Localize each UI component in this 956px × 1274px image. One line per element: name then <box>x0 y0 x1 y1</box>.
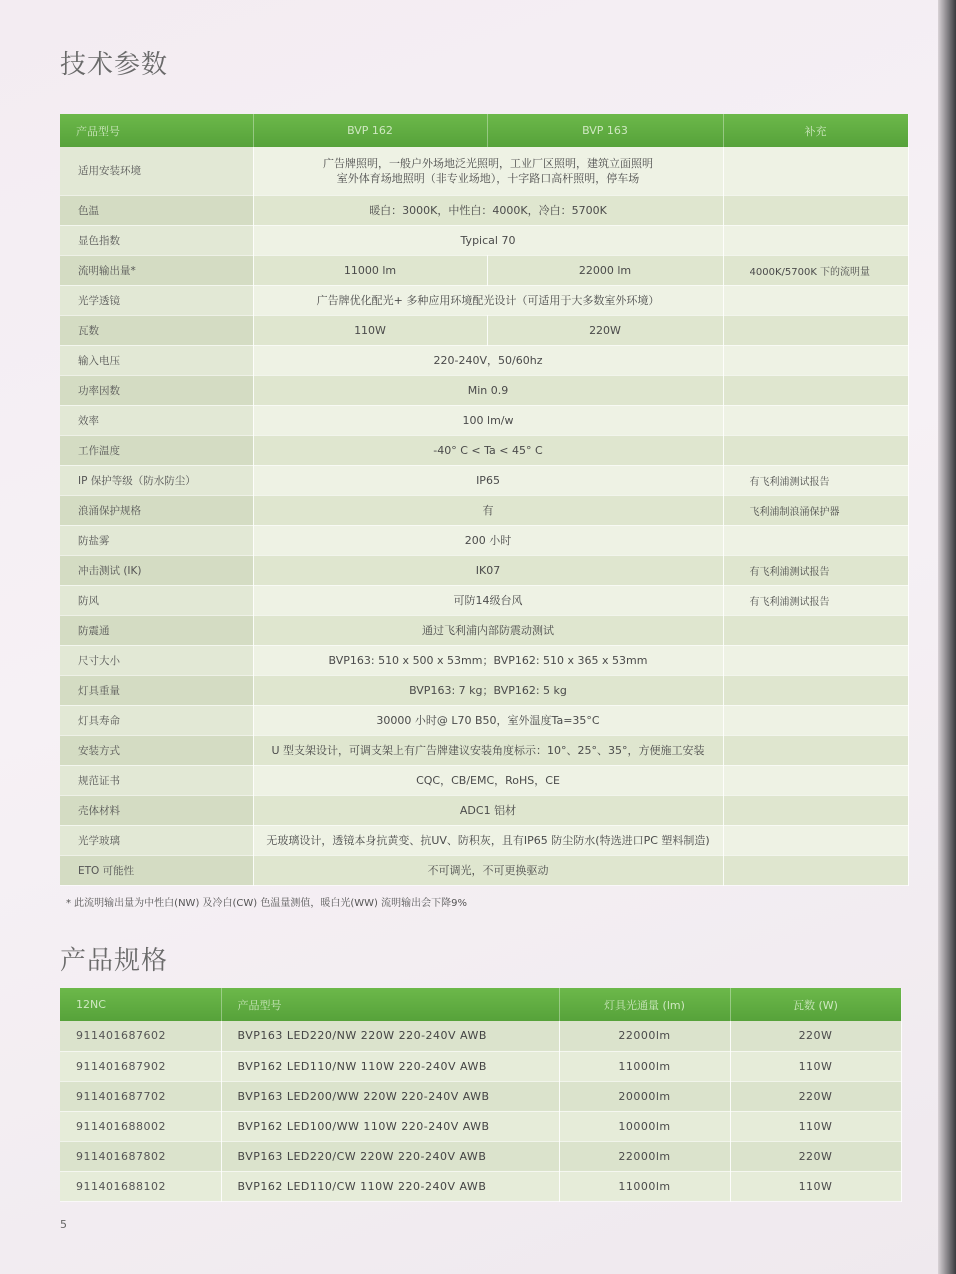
spec-row <box>60 765 908 795</box>
spec-row-value: 100 lm/w <box>253 405 723 435</box>
product-watt: 110W <box>730 1051 901 1081</box>
page-edge-shadow <box>938 0 956 1274</box>
spec-row-note <box>723 435 908 465</box>
spec-row-note <box>723 525 908 555</box>
spec-row-note <box>723 195 908 225</box>
spec-row-label: 效率 <box>60 405 253 435</box>
page-number: 5 <box>60 1218 67 1231</box>
spec-row <box>60 795 908 825</box>
product-row <box>60 1021 901 1051</box>
spec-row-note <box>723 375 908 405</box>
spec-row-value: Min 0.9 <box>253 375 723 405</box>
product-12nc: 911401687902 <box>60 1051 221 1081</box>
product-lumen: 22000lm <box>559 1141 730 1171</box>
spec-row-value-bvp162: 11000 lm <box>253 255 487 285</box>
spec-row-note <box>723 315 908 345</box>
spec-row-label: 防盐雾 <box>60 525 253 555</box>
product-header-12nc: 12NC <box>60 988 221 1021</box>
spec-row <box>60 495 908 525</box>
spec-row <box>60 645 908 675</box>
product-model: BVP163 LED220/NW 220W 220-240V AWB <box>221 1021 559 1051</box>
spec-row-label: ETO 可能性 <box>60 855 253 885</box>
spec-row-label: 色温 <box>60 195 253 225</box>
spec-row <box>60 405 908 435</box>
spec-header-note: 补充 <box>723 114 908 147</box>
spec-row <box>60 255 908 285</box>
spec-header-row <box>60 114 908 147</box>
spec-header-bvp162: BVP 162 <box>253 114 487 147</box>
spec-row-label: 规范证书 <box>60 765 253 795</box>
spec-row-label: 工作温度 <box>60 435 253 465</box>
spec-row-note <box>723 795 908 825</box>
spec-row-value: 200 小时 <box>253 525 723 555</box>
product-row <box>60 1051 901 1081</box>
spec-row-value: IP65 <box>253 465 723 495</box>
spec-row <box>60 195 908 225</box>
spec-row-value: 通过飞利浦内部防震动测试 <box>253 615 723 645</box>
product-lumen: 20000lm <box>559 1081 730 1111</box>
spec-section-title: 技术参数 <box>60 50 169 80</box>
spec-row-label: 冲击测试 (IK) <box>60 555 253 585</box>
spec-row <box>60 825 908 855</box>
spec-row-value: CQC，CB/EMC，RoHS，CE <box>253 765 723 795</box>
spec-row-value: ADC1 铝材 <box>253 795 723 825</box>
spec-header-bvp163: BVP 163 <box>487 114 723 147</box>
spec-row-note <box>723 345 908 375</box>
product-12nc: 911401688002 <box>60 1111 221 1141</box>
product-watt: 220W <box>730 1081 901 1111</box>
product-table <box>60 988 902 1202</box>
spec-table <box>60 114 909 886</box>
spec-row-label: 浪涌保护规格 <box>60 495 253 525</box>
spec-row-value: 广告牌照明，一般户外场地泛光照明，工业厂区照明，建筑立面照明 室外体育场地照明（非专业场地），十字路口高杆照明，停车场 <box>253 147 723 195</box>
product-12nc: 911401687602 <box>60 1021 221 1051</box>
product-row <box>60 1141 901 1171</box>
spec-row-label: 输入电压 <box>60 345 253 375</box>
spec-row-note <box>723 855 908 885</box>
spec-row <box>60 315 908 345</box>
spec-row-value: 30000 小时@ L70 B50，室外温度Ta=35°C <box>253 705 723 735</box>
product-model: BVP163 LED220/CW 220W 220-240V AWB <box>221 1141 559 1171</box>
spec-row-label: 安装方式 <box>60 735 253 765</box>
spec-row-value-bvp163: 22000 lm <box>487 255 723 285</box>
spec-row-note <box>723 705 908 735</box>
spec-row-value-bvp162: 110W <box>253 315 487 345</box>
spec-row-label: 光学透镜 <box>60 285 253 315</box>
product-header-watt: 瓦数 (W) <box>730 988 901 1021</box>
product-lumen: 10000lm <box>559 1111 730 1141</box>
spec-row-label: IP 保护等级（防水防尘） <box>60 465 253 495</box>
spec-row-value: 有 <box>253 495 723 525</box>
product-row <box>60 1081 901 1111</box>
spec-header-model: 产品型号 <box>60 114 253 147</box>
spec-row-value: 220-240V，50/60hz <box>253 345 723 375</box>
spec-row <box>60 615 908 645</box>
spec-row-value: BVP163: 510 x 500 x 53mm；BVP162: 510 x 365 x 53mm <box>253 645 723 675</box>
spec-row-label: 功率因数 <box>60 375 253 405</box>
spec-row <box>60 435 908 465</box>
product-watt: 220W <box>730 1021 901 1051</box>
spec-row-value: BVP163: 7 kg；BVP162: 5 kg <box>253 675 723 705</box>
spec-row <box>60 855 908 885</box>
spec-row <box>60 525 908 555</box>
spec-row-note <box>723 735 908 765</box>
product-model: BVP162 LED110/CW 110W 220-240V AWB <box>221 1171 559 1201</box>
spec-row-note <box>723 765 908 795</box>
spec-row-note <box>723 405 908 435</box>
spec-row <box>60 225 908 255</box>
spec-row-label: 光学玻璃 <box>60 825 253 855</box>
spec-row-label: 壳体材料 <box>60 795 253 825</box>
product-section-title: 产品规格 <box>60 946 169 976</box>
spec-row-value-bvp163: 220W <box>487 315 723 345</box>
spec-row-note: 4000K/5700K 下的流明量 <box>723 255 908 285</box>
spec-row-label: 适用安装环境 <box>60 147 253 195</box>
product-header-model: 产品型号 <box>221 988 559 1021</box>
spec-row-note: 有飞利浦测试报告 <box>723 585 908 615</box>
spec-row-value: 暖白：3000K，中性白：4000K，冷白：5700K <box>253 195 723 225</box>
spec-row-label: 灯具重量 <box>60 675 253 705</box>
spec-row <box>60 345 908 375</box>
spec-row-value: U 型支架设计，可调支架上有广告牌建议安装角度标示：10°、25°、35°，方便施工安装 <box>253 735 723 765</box>
product-model: BVP163 LED200/WW 220W 220-240V AWB <box>221 1081 559 1111</box>
spec-row-label: 灯具寿命 <box>60 705 253 735</box>
product-12nc: 911401688102 <box>60 1171 221 1201</box>
spec-row <box>60 375 908 405</box>
spec-row-value: -40° C < Ta < 45° C <box>253 435 723 465</box>
spec-row <box>60 147 908 195</box>
spec-row-label: 防震通 <box>60 615 253 645</box>
spec-row-value: 可防14级台风 <box>253 585 723 615</box>
spec-row-label: 瓦数 <box>60 315 253 345</box>
spec-row-note <box>723 615 908 645</box>
product-watt: 110W <box>730 1111 901 1141</box>
product-12nc: 911401687702 <box>60 1081 221 1111</box>
spec-row <box>60 585 908 615</box>
spec-row-value: 不可调光，不可更换驱动 <box>253 855 723 885</box>
spec-row <box>60 735 908 765</box>
spec-row-label: 尺寸大小 <box>60 645 253 675</box>
spec-row <box>60 285 908 315</box>
product-lumen: 11000lm <box>559 1171 730 1201</box>
product-model: BVP162 LED100/WW 110W 220-240V AWB <box>221 1111 559 1141</box>
spec-row-value: 广告牌优化配光+ 多种应用环境配光设计（可适用于大多数室外环境） <box>253 285 723 315</box>
spec-row-label: 流明输出量* <box>60 255 253 285</box>
spec-row-note: 飞利浦制浪涌保护器 <box>723 495 908 525</box>
spec-row-value: IK07 <box>253 555 723 585</box>
product-model: BVP162 LED110/NW 110W 220-240V AWB <box>221 1051 559 1081</box>
product-lumen: 22000lm <box>559 1021 730 1051</box>
spec-row <box>60 675 908 705</box>
spec-row-note: 有飞利浦测试报告 <box>723 555 908 585</box>
product-header-lumen: 灯具光通量 (lm) <box>559 988 730 1021</box>
spec-row-note <box>723 645 908 675</box>
spec-footnote: * 此流明输出量为中性白(NW) 及冷白(CW) 色温量测值，暖白光(WW) 流明输出会下降9% <box>66 898 468 909</box>
product-row <box>60 1111 901 1141</box>
product-watt: 220W <box>730 1141 901 1171</box>
spec-row <box>60 705 908 735</box>
spec-row-value: Typical 70 <box>253 225 723 255</box>
product-12nc: 911401687802 <box>60 1141 221 1171</box>
spec-row-note <box>723 675 908 705</box>
product-row <box>60 1171 901 1201</box>
spec-row <box>60 555 908 585</box>
spec-row-note <box>723 825 908 855</box>
product-header-row <box>60 988 901 1021</box>
spec-row-note <box>723 285 908 315</box>
product-lumen: 11000lm <box>559 1051 730 1081</box>
spec-row-note: 有飞利浦测试报告 <box>723 465 908 495</box>
spec-row-note <box>723 225 908 255</box>
product-watt: 110W <box>730 1171 901 1201</box>
spec-row <box>60 465 908 495</box>
spec-row-note <box>723 147 908 195</box>
spec-row-label: 防风 <box>60 585 253 615</box>
spec-row-value: 无玻璃设计，透镜本身抗黄变、抗UV、防积灰，且有IP65 防尘防水(特选进口PC 塑料制造) <box>253 825 723 855</box>
spec-row-label: 显色指数 <box>60 225 253 255</box>
